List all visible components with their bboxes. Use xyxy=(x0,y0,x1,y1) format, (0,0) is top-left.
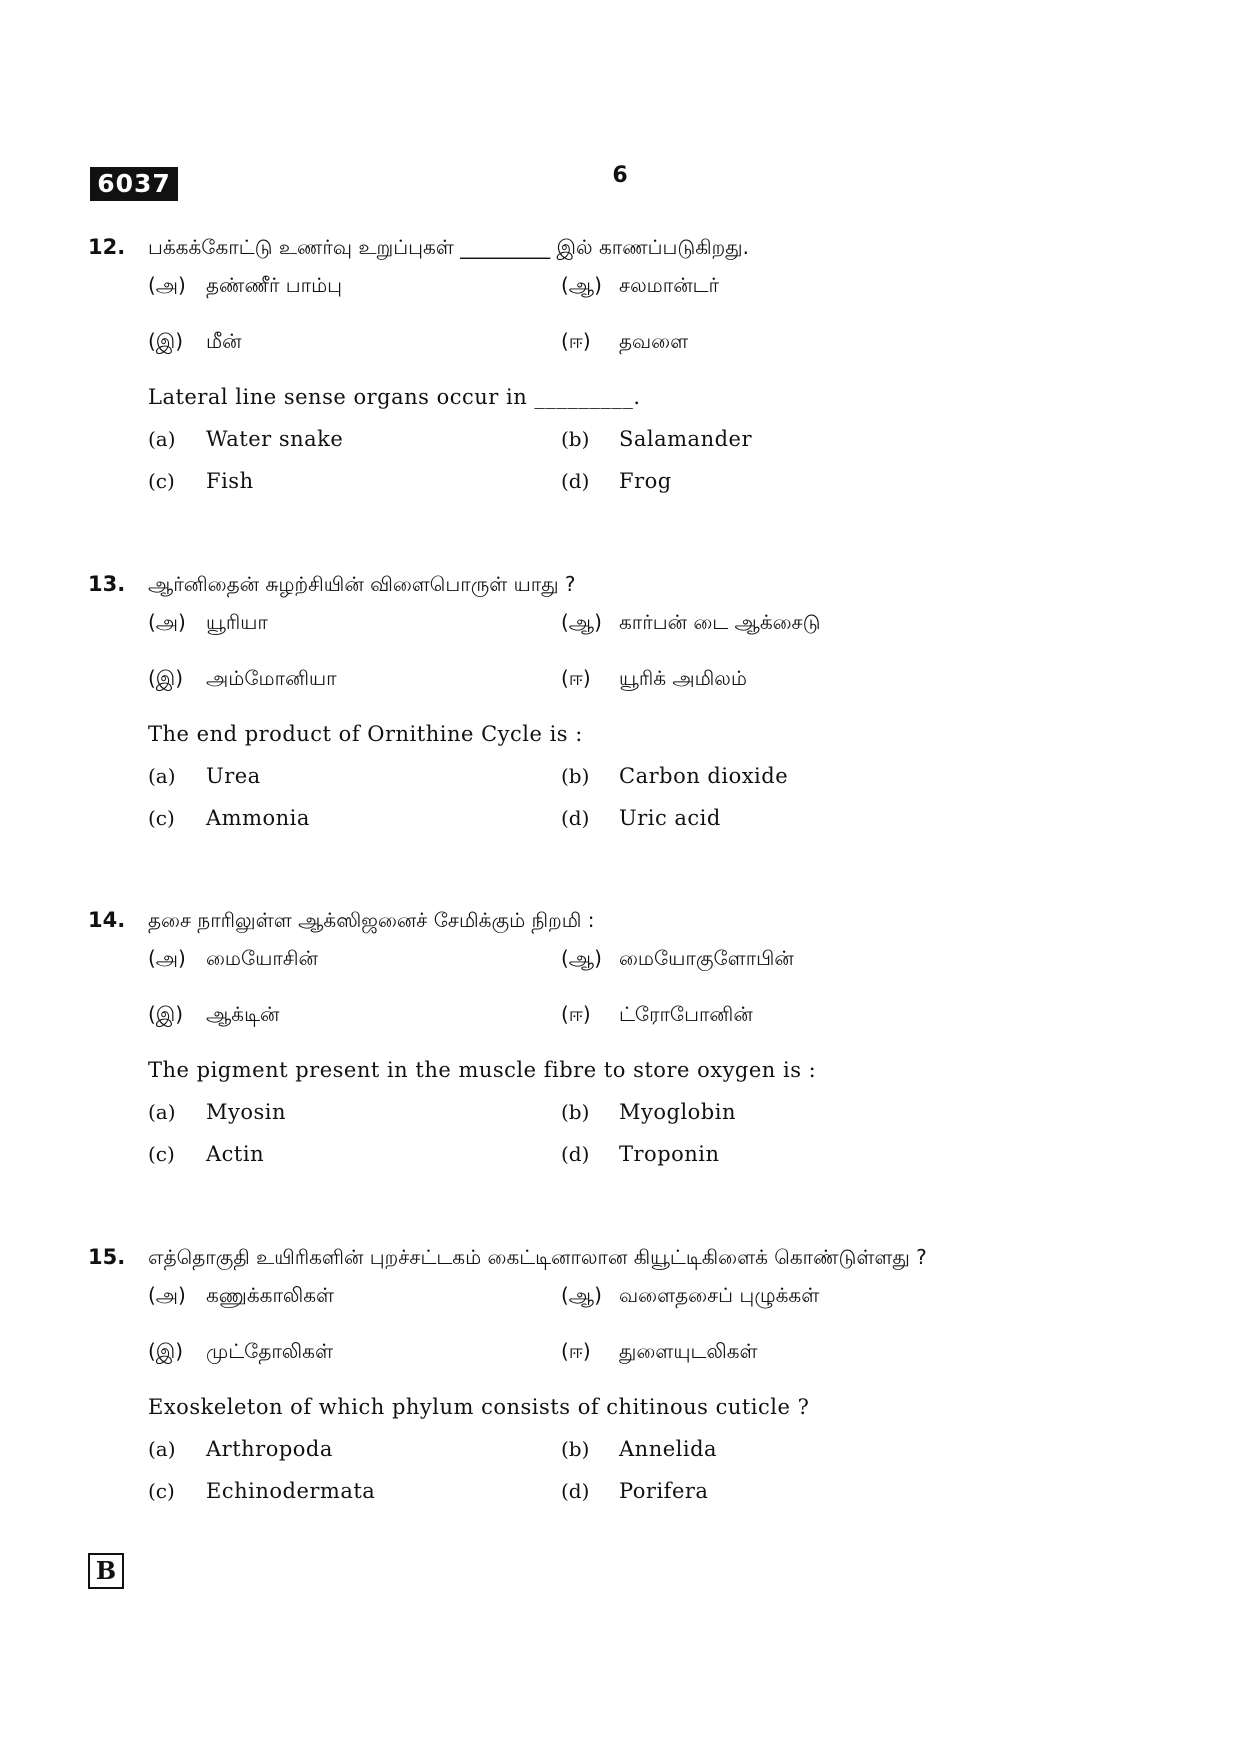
paper-code-badge: 6037 xyxy=(90,167,178,201)
english-option-d xyxy=(561,1479,708,1503)
tamil-option-c xyxy=(148,666,337,693)
option-label: (ஆ) xyxy=(561,273,602,297)
option-label: (d) xyxy=(561,806,590,830)
english-options-row-2 xyxy=(88,1142,1178,1184)
question-text-english: The pigment present in the muscle fibre to store oxygen is : xyxy=(148,1058,817,1082)
english-options-row-2 xyxy=(88,1479,1178,1521)
english-options-row-1 xyxy=(88,427,1178,469)
tamil-option-d xyxy=(561,666,747,693)
option-text: Frog xyxy=(619,469,672,493)
option-label: (இ) xyxy=(148,666,184,690)
english-option-c xyxy=(148,1142,264,1166)
option-label: (a) xyxy=(148,1437,176,1461)
english-options-row-2 xyxy=(88,806,1178,848)
english-option-d xyxy=(561,806,721,830)
tamil-options-row-2 xyxy=(88,329,1178,385)
option-label: (a) xyxy=(148,1100,176,1124)
option-text: Water snake xyxy=(206,427,344,451)
option-label: (ஆ) xyxy=(561,1283,602,1307)
option-text: Annelida xyxy=(619,1437,718,1461)
question-text-tamil: பக்கக்கோட்டு உணர்வு உறுப்புகள் _________ இல் காணப்படுகிறது. xyxy=(148,235,749,259)
option-label: (d) xyxy=(561,1142,590,1166)
question-number: 14. xyxy=(88,908,126,932)
option-text: தண்ணீர் பாம்பு xyxy=(206,273,343,297)
option-text: சலமான்டர் xyxy=(619,273,719,297)
option-label: (ஆ) xyxy=(561,946,602,970)
option-text: Myosin xyxy=(206,1100,287,1124)
option-text: ட்ரோபோனின் xyxy=(619,1002,753,1026)
question-15 xyxy=(88,1245,1178,1521)
option-text: கணுக்காலிகள் xyxy=(206,1283,335,1307)
tamil-option-b xyxy=(561,946,794,973)
english-options-row-1 xyxy=(88,764,1178,806)
option-label: (a) xyxy=(148,764,176,788)
tamil-options-row-2 xyxy=(88,666,1178,722)
tamil-options-row-1 xyxy=(88,610,1178,666)
question-number: 15. xyxy=(88,1245,126,1269)
question-tamil-row xyxy=(88,572,1178,610)
tamil-options-row-1 xyxy=(88,946,1178,1002)
page-number: 6 xyxy=(612,163,628,188)
option-text: மையோசின் xyxy=(206,946,318,970)
option-text: Salamander xyxy=(619,427,753,451)
question-12 xyxy=(88,235,1178,511)
option-label: (c) xyxy=(148,1479,175,1503)
option-text: Ammonia xyxy=(206,806,310,830)
option-label: (c) xyxy=(148,1142,175,1166)
tamil-options-row-1 xyxy=(88,273,1178,329)
english-option-c xyxy=(148,1479,375,1503)
english-option-b xyxy=(561,764,788,788)
option-label: (d) xyxy=(561,1479,590,1503)
tamil-option-d xyxy=(561,1002,753,1029)
option-label: (ஆ) xyxy=(561,610,602,634)
option-text: ஆக்டின் xyxy=(206,1002,280,1026)
question-13 xyxy=(88,572,1178,848)
option-text: யூரிக் அமிலம் xyxy=(619,666,747,690)
tamil-option-c xyxy=(148,1002,279,1029)
option-text: யூரியா xyxy=(206,610,268,634)
question-tamil-row xyxy=(88,1245,1178,1283)
option-label: (b) xyxy=(561,1437,590,1461)
tamil-option-c xyxy=(148,329,242,356)
tamil-options-row-2 xyxy=(88,1002,1178,1058)
question-text-tamil: தசை நாரிலுள்ள ஆக்ஸிஜனைச் சேமிக்கும் நிறமி : xyxy=(148,908,595,932)
tamil-option-d xyxy=(561,1339,758,1366)
option-text: தவளை xyxy=(619,329,689,353)
english-option-a xyxy=(148,764,261,788)
tamil-option-a xyxy=(148,946,318,973)
english-option-b xyxy=(561,1437,717,1461)
option-text: மீன் xyxy=(206,329,242,353)
tamil-option-a xyxy=(148,1283,334,1310)
tamil-option-d xyxy=(561,329,688,356)
english-option-d xyxy=(561,1142,720,1166)
question-text-english: Lateral line sense organs occur in _________. xyxy=(148,385,641,409)
option-label: (d) xyxy=(561,469,590,493)
option-text: Fish xyxy=(206,469,254,493)
option-label: (ஈ) xyxy=(561,666,591,690)
option-text: அம்மோனியா xyxy=(206,666,337,690)
question-tamil-row xyxy=(88,235,1178,273)
english-option-a xyxy=(148,427,343,451)
english-option-d xyxy=(561,469,672,493)
tamil-option-a xyxy=(148,273,342,300)
english-option-c xyxy=(148,806,310,830)
option-label: (b) xyxy=(561,764,590,788)
english-option-a xyxy=(148,1437,333,1461)
english-options-row-2 xyxy=(88,469,1178,511)
option-text: Actin xyxy=(206,1142,265,1166)
english-options-row-1 xyxy=(88,1100,1178,1142)
english-options-row-1 xyxy=(88,1437,1178,1479)
option-label: (அ) xyxy=(148,946,186,970)
tamil-options-row-2 xyxy=(88,1339,1178,1395)
question-14 xyxy=(88,908,1178,1184)
option-text: முட்தோலிகள் xyxy=(206,1339,334,1363)
option-label: (ஈ) xyxy=(561,1339,591,1363)
option-text: Arthropoda xyxy=(206,1437,333,1461)
option-text: கார்பன் டை ஆக்சைடு xyxy=(619,610,821,634)
option-text: Troponin xyxy=(619,1142,720,1166)
option-label: (இ) xyxy=(148,329,184,353)
option-text: Uric acid xyxy=(619,806,721,830)
option-label: (a) xyxy=(148,427,176,451)
option-label: (ஈ) xyxy=(561,1002,591,1026)
tamil-option-b xyxy=(561,1283,819,1310)
option-text: துளையுடலிகள் xyxy=(619,1339,758,1363)
option-label: (இ) xyxy=(148,1339,184,1363)
option-label: (அ) xyxy=(148,610,186,634)
tamil-option-a xyxy=(148,610,268,637)
option-text: Myoglobin xyxy=(619,1100,736,1124)
option-label: (ஈ) xyxy=(561,329,591,353)
english-option-c xyxy=(148,469,254,493)
question-tamil-row xyxy=(88,908,1178,946)
english-option-b xyxy=(561,1100,736,1124)
question-text-english: The end product of Ornithine Cycle is : xyxy=(148,722,583,746)
tamil-options-row-1 xyxy=(88,1283,1178,1339)
option-text: Urea xyxy=(206,764,261,788)
option-text: Carbon dioxide xyxy=(619,764,789,788)
option-label: (b) xyxy=(561,427,590,451)
option-label: (அ) xyxy=(148,273,186,297)
version-badge: B xyxy=(88,1553,124,1589)
tamil-option-c xyxy=(148,1339,333,1366)
question-text-english: Exoskeleton of which phylum consists of chitinous cuticle ? xyxy=(148,1395,810,1419)
question-number: 13. xyxy=(88,572,126,596)
tamil-option-b xyxy=(561,273,719,300)
option-label: (c) xyxy=(148,469,175,493)
option-text: மையோகுளோபின் xyxy=(619,946,794,970)
question-text-tamil: ஆர்னிதைன் சுழற்சியின் விளைபொருள் யாது ? xyxy=(148,572,576,596)
english-option-b xyxy=(561,427,752,451)
english-option-a xyxy=(148,1100,286,1124)
option-label: (c) xyxy=(148,806,175,830)
question-number: 12. xyxy=(88,235,126,259)
question-text-tamil: எத்தொகுதி உயிரிகளின் புறச்சட்டகம் கைட்டினாலான கியூட்டிகிளைக் கொண்டுள்ளது ? xyxy=(148,1245,927,1269)
tamil-option-b xyxy=(561,610,820,637)
option-label: (b) xyxy=(561,1100,590,1124)
option-text: வளைதசைப் புழுக்கள் xyxy=(619,1283,820,1307)
option-text: Echinodermata xyxy=(206,1479,376,1503)
option-label: (அ) xyxy=(148,1283,186,1307)
option-label: (இ) xyxy=(148,1002,184,1026)
option-text: Porifera xyxy=(619,1479,709,1503)
